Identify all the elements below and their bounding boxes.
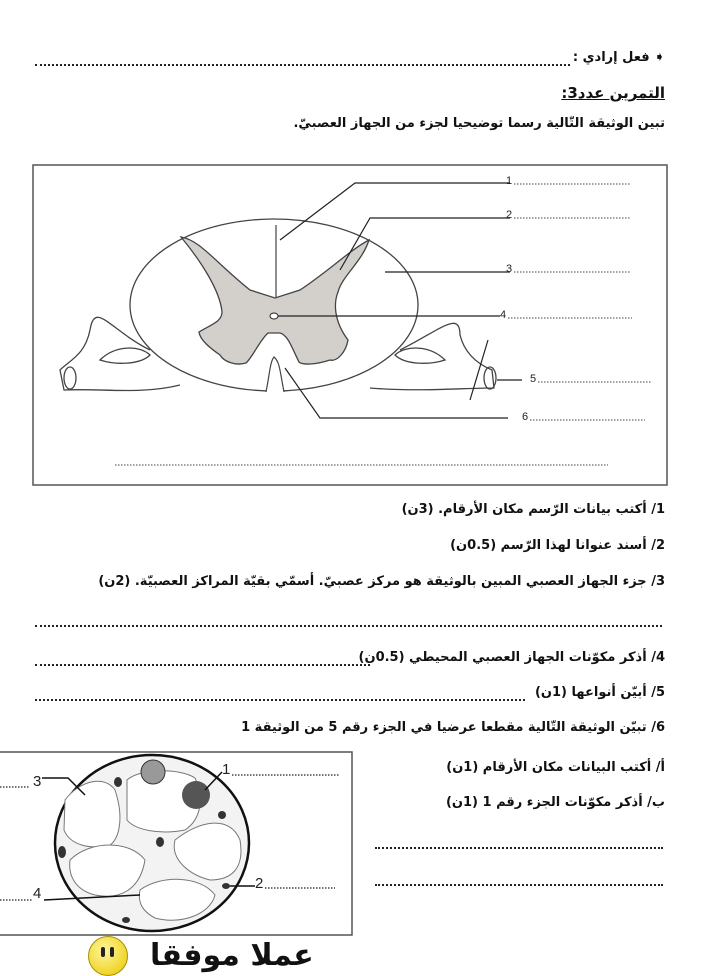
- answer-line: [375, 884, 663, 886]
- question-2: 2/ أسند عنوانا لهذا الرّسم (0.5ن): [450, 538, 665, 553]
- section-label-4: 4: [33, 885, 42, 902]
- exercise-title: التمرين عدد3:: [561, 84, 665, 102]
- sub-question-a: أ/ أكتب البيانات مكان الأرقام (1ن): [446, 760, 665, 775]
- answer-line: [35, 625, 662, 627]
- question-5: 5/ أبيّن أنواعها (1ن): [534, 685, 665, 700]
- label-6: 6: [522, 411, 529, 423]
- central-canal: [270, 313, 278, 319]
- question-6: 6/ تبيّن الوثيقة التّالية مقطعا عرضيا في الجزء رقم 5 من الوثيقة 1: [241, 720, 665, 735]
- label-5: 5: [530, 373, 537, 385]
- answer-line: [375, 847, 663, 849]
- unmyelinated-fibers: [182, 781, 210, 809]
- answer-line: [35, 664, 370, 666]
- section-label-3: 3: [33, 773, 42, 790]
- label-4: 4: [500, 309, 507, 321]
- answer-line: [35, 699, 525, 701]
- good-luck-text: عملا موفقا: [150, 938, 314, 973]
- smiley-icon: [88, 936, 128, 976]
- question-1: 1/ أكتب بيانات الرّسم مكان الأرقام. (3ن): [401, 502, 665, 517]
- bullet-arrow-icon: ➧: [649, 50, 665, 65]
- label-2: 2: [506, 209, 513, 221]
- label-1: 1: [506, 175, 513, 187]
- myelinated-fibers: [141, 760, 165, 784]
- section-label-1: 1: [222, 761, 231, 778]
- section-label-2: 2: [255, 875, 264, 892]
- exercise-intro: تبين الوثيقة التّالية رسما توضيحيا لجزء من الجهاز العصبيّ.: [293, 116, 665, 131]
- diagram1-labels: [500, 175, 536, 423]
- voluntary-act-label: ➧ فعل إرادي :: [572, 50, 665, 65]
- question-4: 4/ أذكر مكوّنات الجهاز العصبي المحيطي (0.5ن): [358, 650, 665, 665]
- question-3: 3/ جزء الجهاز العصبي المبين بالوثيقة هو مركز عصبيّ. أسمّي بقيّة المراكز العصبيّة. (2ن): [98, 574, 665, 589]
- label-3: 3: [506, 263, 513, 275]
- sub-question-b: ب/ أذكر مكوّنات الجزء رقم 1 (1ن): [445, 795, 665, 810]
